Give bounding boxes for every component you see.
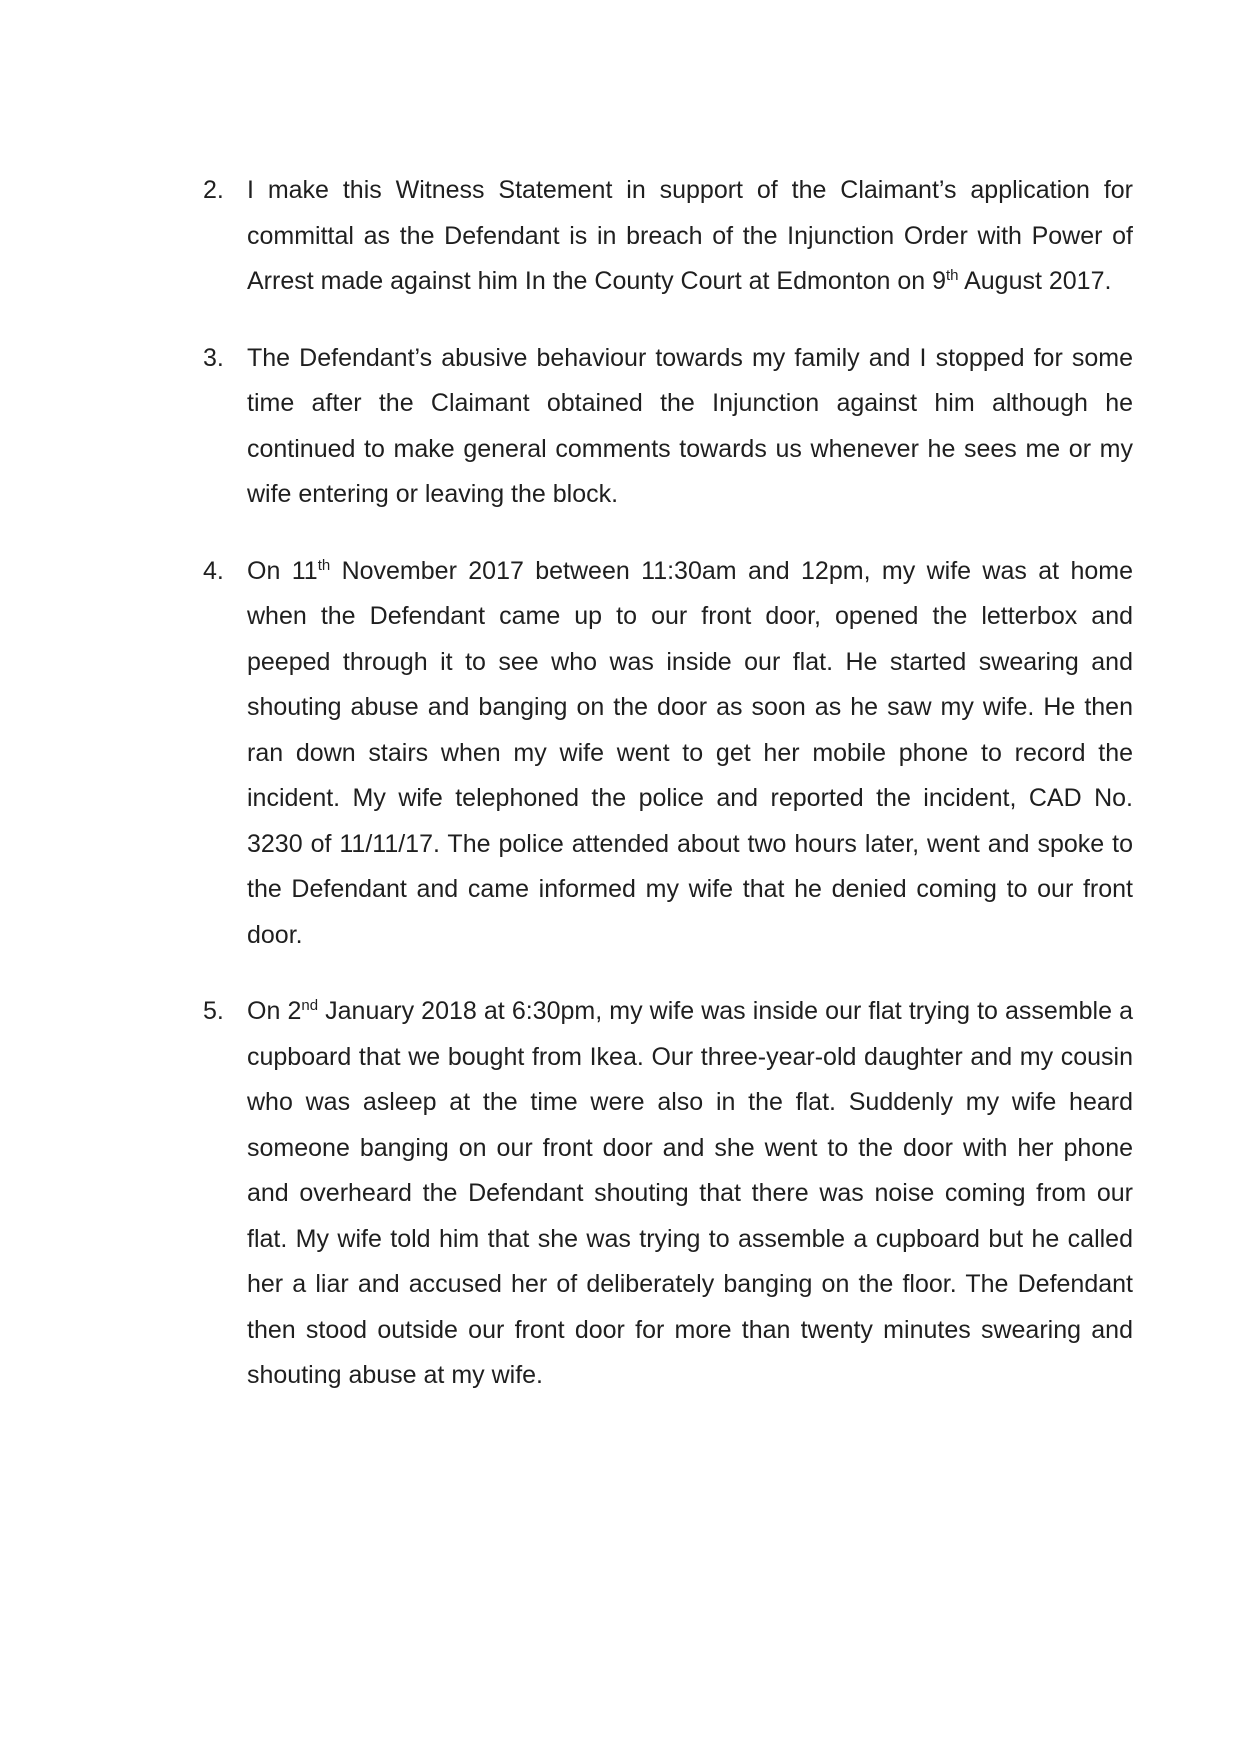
ordinal-suffix: th — [317, 556, 331, 574]
paragraph-text — [247, 336, 1133, 518]
witness-statement-body — [203, 168, 1133, 1430]
paragraph-number: 3. — [203, 343, 224, 372]
paragraph-4 — [203, 549, 1133, 959]
ordinal-suffix: nd — [301, 997, 319, 1014]
paragraph-text — [247, 168, 1133, 305]
paragraph-3 — [203, 336, 1133, 518]
paragraph-number: 5. — [203, 997, 224, 1025]
text-run: January 2018 at 6:30pm, my wife was inside our flat trying to assemble a cupboard that we bought from Ikea. Our three-year-old daughter and my cousin who was asleep at the time were also in the flat. Suddenly my wife heard someone banging on our front door and she went to the door with her phone and overheard the Defendant shouting that there was noise coming from our flat. My wife told him that she was trying to assemble a cupboard but he called her a liar and accused her of deliberately banging on the floor. The Defendant then stood outside our front door for more than twenty minutes swearing and shouting abuse at my wife. — [247, 997, 1134, 1389]
paragraph-text — [247, 989, 1133, 1399]
paragraph-number: 4. — [203, 556, 224, 585]
ordinal-suffix: th — [946, 267, 959, 284]
text-run: On 2 — [247, 997, 302, 1025]
paragraph-text — [247, 549, 1133, 959]
text-run: I make this Witness Statement in support of the Claimant’s application for committal as the Defendant is in breach of the Injunction Order with Power of Arrest made against him In the County Court at Edmonton on 9 — [247, 176, 1133, 295]
paragraph-number: 2. — [203, 176, 224, 204]
text-run: On 11 — [247, 556, 318, 585]
text-run: The Defendant’s abusive behaviour towards my family and I stopped for some time after the Claimant obtained the Injunction against him although he continued to make general comments towards us whenever he sees me or my wife entering or leaving the block. — [247, 343, 1133, 508]
paragraph-2 — [203, 168, 1133, 305]
text-run: August 2017. — [958, 267, 1112, 295]
text-run: November 2017 between 11:30am and 12pm, my wife was at home when the Defendant came up to our front door, opened the letterbox and peeped through it to see who was inside our flat. He started swearing and shouting abuse and banging on the door as soon as he saw my wife. He then ran down stairs when my wife went to get her mobile phone to record the incident. My wife telephoned the police and reported the incident, CAD No. 3230 of 11/11/17. The police attended about two hours later, went and spoke to the Defendant and came informed my wife that he denied coming to our front door. — [247, 556, 1134, 949]
paragraph-5 — [203, 989, 1133, 1399]
